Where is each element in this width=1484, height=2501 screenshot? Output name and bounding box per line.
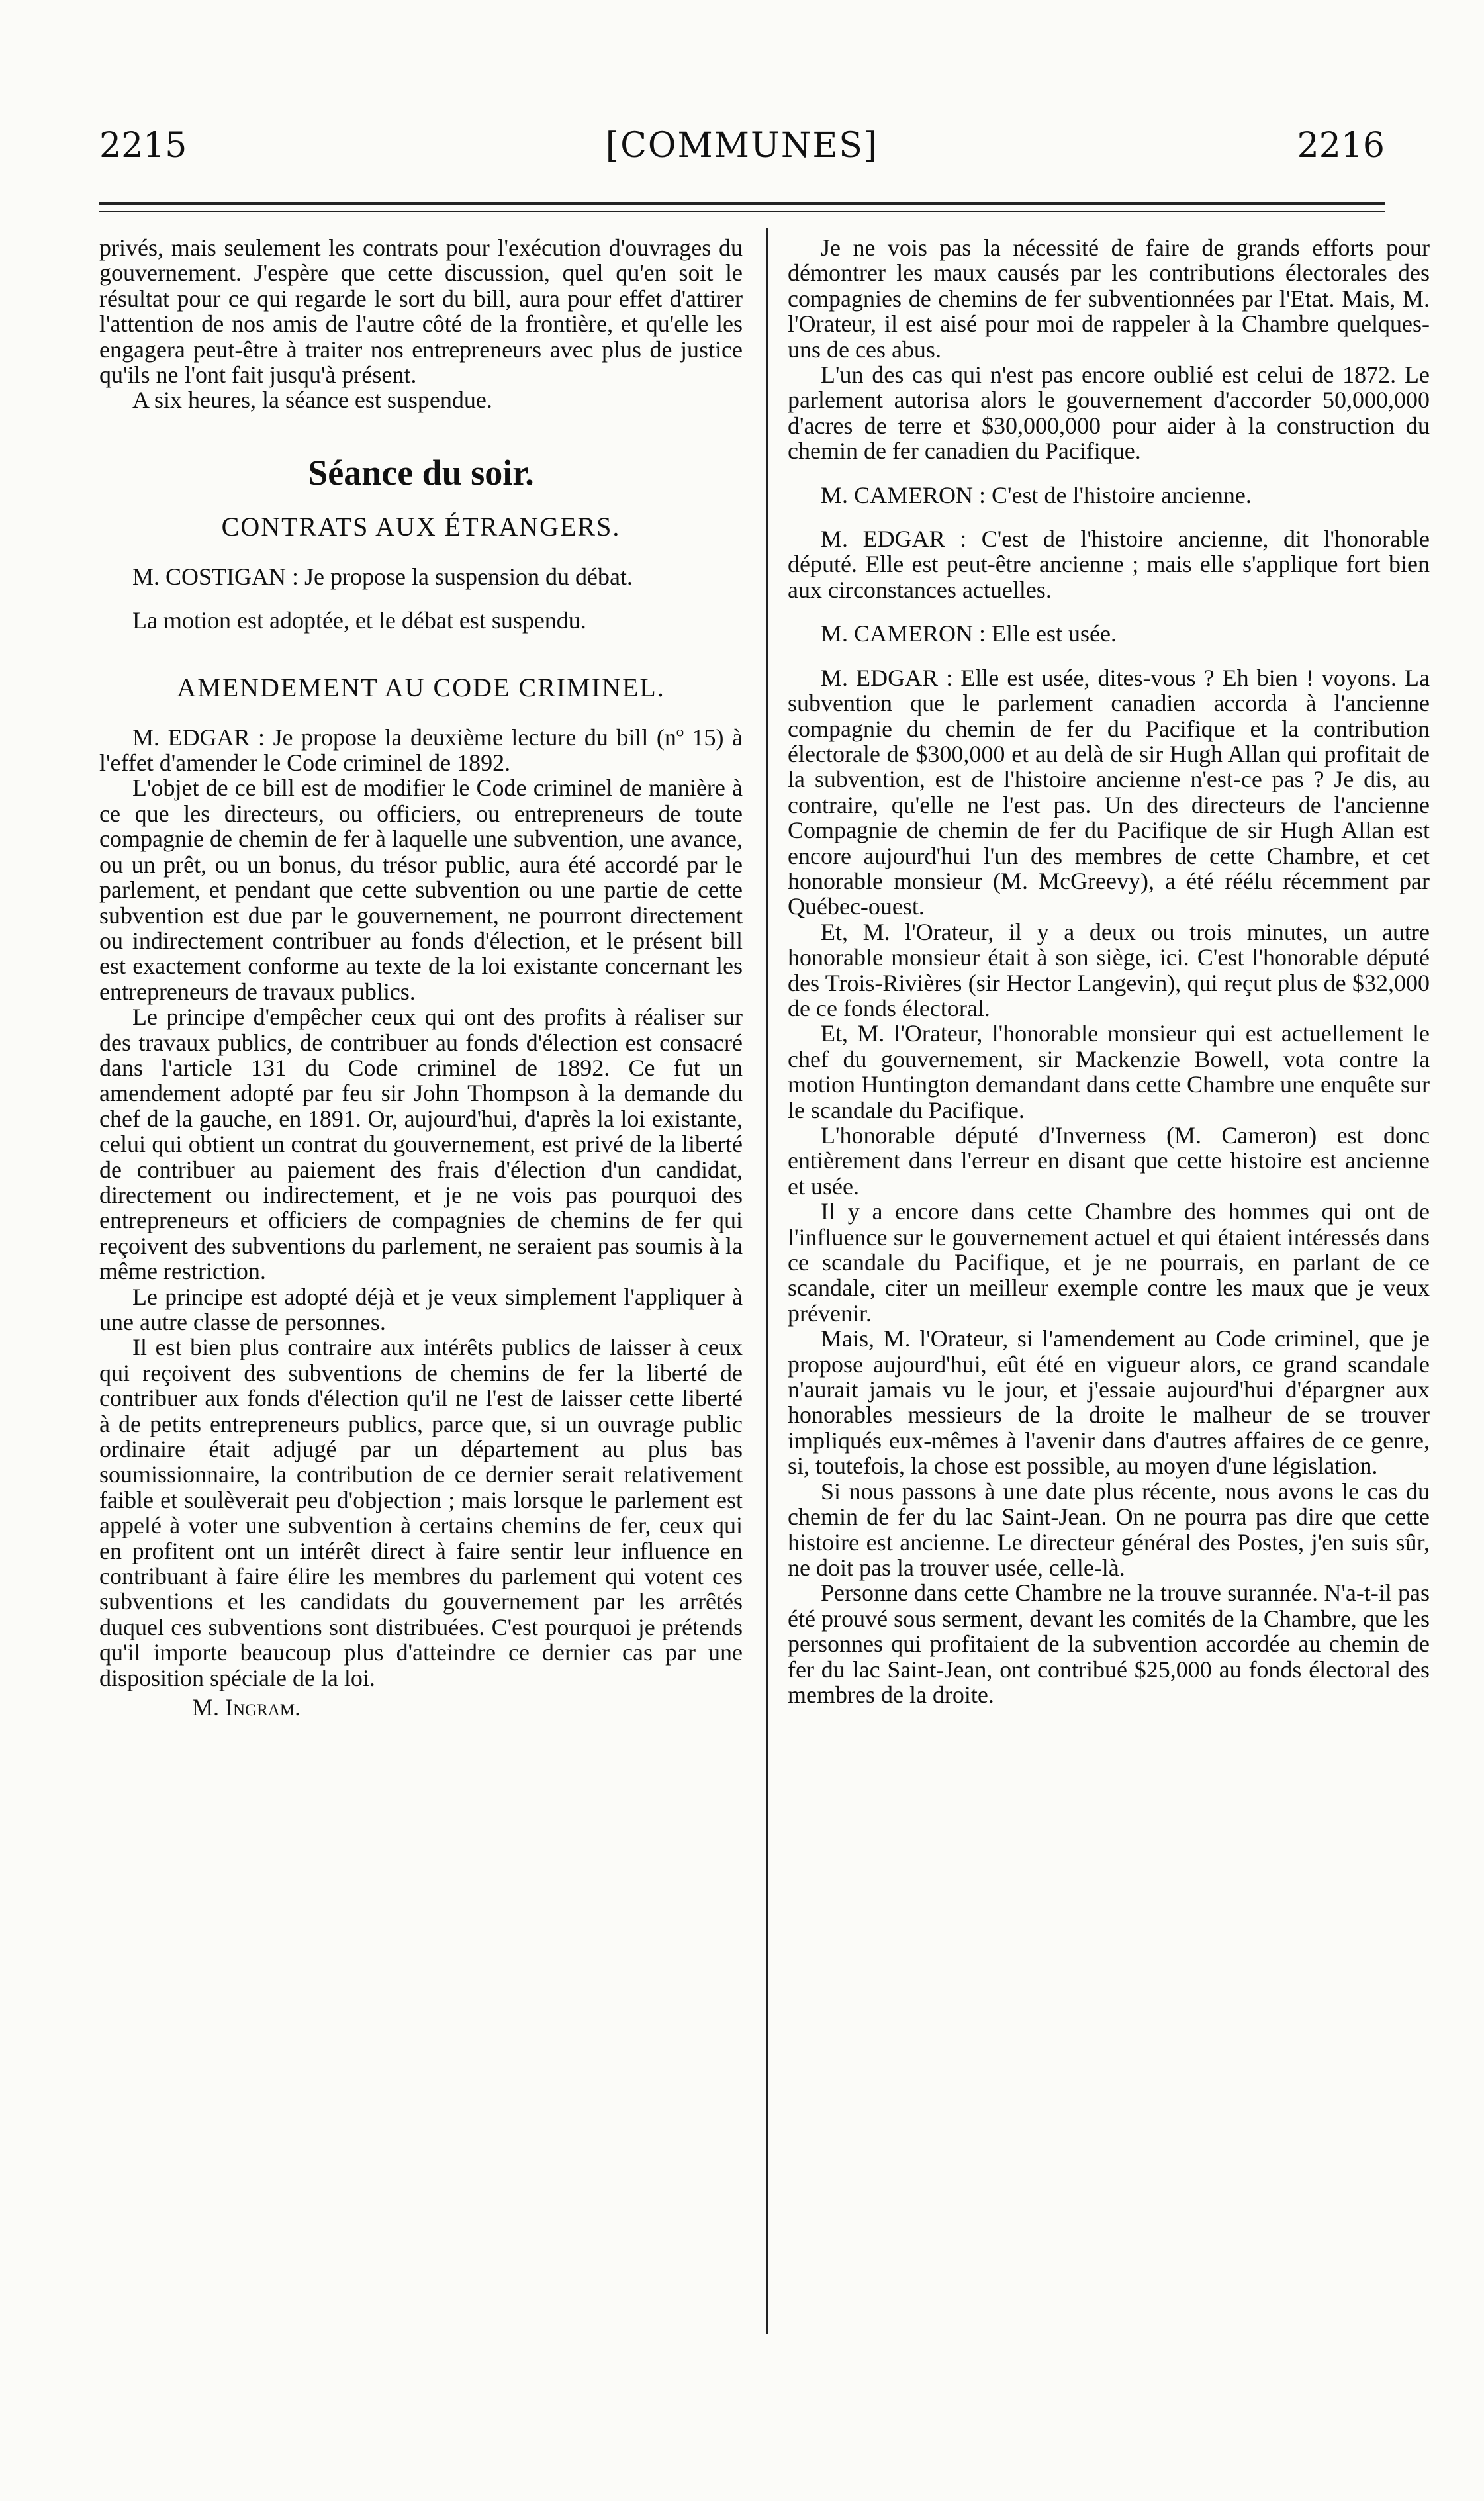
paragraph: A six heures, la séance est suspendue. bbox=[132, 387, 492, 414]
left-column bbox=[99, 235, 743, 1721]
section-heading: CONTRATS AUX ÉTRANGERS. bbox=[221, 511, 621, 542]
paragraph: M. EDGAR : Elle est usée, dites-vous ? Eh bien ! voyons. La subvention que le parlement canadien accorda à l'ancienne compagnie du chemin de fer du Pacifique et la contribution électorale de $300,000 et au delà de sir Hugh Allan qui profitait de la subvention, est de l'histoire ancienne n'est-ce pas ? Je dis, au contraire, qu'elle ne l'est pas. Un des directeurs de l'ancienne Compagnie de chemin de fer du Pacifique de sir Hugh Allan est encore aujourd'hui l'un des membres de cette Chambre, et cet honorable monsieur (M. McGreevy), a été réélu récemment par Québec-ouest. bbox=[788, 664, 1430, 920]
paragraph: M. CAMERON : Elle est usée. bbox=[821, 620, 1117, 647]
paragraph: L'honorable député d'Inverness (M. Cameron) est donc entièrement dans l'erreur en disant que cette histoire est ancienne et usée. bbox=[788, 1122, 1430, 1200]
paragraph: Personne dans cette Chambre ne la trouve surannée. N'a-t-il pas été prouvé sous serment, devant les comités de la Chambre, que les personnes qui profitaient de la subvention accordée au chemin de fer du lac Saint-Jean, ont contribué $25,000 au fonds électoral des membres de la droite. bbox=[788, 1580, 1430, 1708]
paragraph: M. EDGAR : Je propose la deuxième lecture du bill (nº 15) à l'effet d'amender le Code criminel de 1892. bbox=[99, 724, 743, 777]
paragraph: L'objet de ce bill est de modifier le Code criminel de manière à ce que les directeurs, ou officiers, ou entrepreneurs de toute compagnie de chemin de fer à laquelle une subvention, une avance, ou un prêt, ou un bonus, du trésor public, aura été accordé par le parlement, et pendant que cette subvention ou une partie de cette subvention est due par le gouvernement, ne pourront directement ou indirectement contribuer au fonds d'élection, et le présent bill est exactement conforme au texte de la loi existante concernant les entrepreneurs de travaux publics. bbox=[99, 775, 743, 1005]
paragraph: M. EDGAR : C'est de l'histoire ancienne, dit l'honorable député. Elle est peut-être ancienne ; mais elle s'applique fort bien aux circonstances actuelles. bbox=[788, 526, 1430, 603]
paragraph: Je ne vois pas la nécessité de faire de grands efforts pour démontrer les maux causés par les contributions électorales des compagnies de chemins de fer subventionnées par l'Etat. Mais, M. l'Orateur, il est aisé pour moi de rappeler à la Chambre quelques-uns de ces abus. bbox=[788, 234, 1430, 363]
paragraph: Le principe d'empêcher ceux qui ont des profits à réaliser sur des travaux publics, de contribuer au fonds d'élection est consacré dans l'article 131 du Code criminel de 1892. Ce fut un amendement adopté par feu sir John Thompson à la demande du chef de la gauche, en 1891. Or, aujourd'hui, d'après la loi existante, celui qui obtient un contrat du gouvernement, est privé de la liberté de contribuer au paiement des frais d'élection d'un candidat, directement ou indirectement, et je ne vois pas pourquoi des entrepreneurs et officiers de compagnies de chemins de fer qui reçoivent des subventions du parlement, ne seraient pas soumis à la même restriction. bbox=[99, 1004, 743, 1285]
header-rule-thick bbox=[99, 202, 1385, 205]
paragraph: Mais, M. l'Orateur, si l'amendement au Code criminel, que je propose aujourd'hui, eût été en vigueur alors, ce grand scandale n'aurait jamais vu le jour, et j'essaie aujourd'hui d'épargner aux honorables messieurs de la droite le malheur de se trouver impliqués eux-mêmes à l'avenir dans d'autres affaires de ce genre, si, toutefois, la chose est possible, au moyen d'une législation. bbox=[788, 1325, 1430, 1480]
paragraph: M. COSTIGAN : Je propose la suspension du débat. bbox=[132, 563, 633, 590]
page-number-left: 2215 bbox=[99, 126, 187, 165]
page-number-right: 2216 bbox=[1297, 126, 1385, 165]
paragraph: Le principe est adopté déjà et je veux simplement l'appliquer à une autre classe de personnes. bbox=[99, 1283, 743, 1335]
paragraph: Et, M. l'Orateur, l'honorable monsieur qui est actuellement le chef du gouvernement, sir Mackenzie Bowell, vota contre la motion Huntington demandant dans cette Chambre une enquête sur le scandale du Pacifique. bbox=[788, 1020, 1430, 1123]
paragraph: Si nous passons à une date plus récente, nous avons le cas du chemin de fer du lac Saint-Jean. On ne pourra pas dire que cette histoire est ancienne. Le directeur général des Postes, j'en suis sûr, ne doit pas la trouver usée, celle-là. bbox=[788, 1478, 1430, 1581]
paragraph: L'un des cas qui n'est pas encore oublié est celui de 1872. Le parlement autorisa alors le gouvernement d'accorder 50,000,000 d'acres de terre et $30,000,000 pour aider à la construction du chemin de fer canadien du Pacifique. bbox=[788, 361, 1430, 465]
paragraph: Il est bien plus contraire aux intérêts publics de laisser à ceux qui reçoivent des subventions de chemins de fer la liberté de contribuer aux fonds d'élection qu'il ne l'est de laisser cette liberté à de petits entrepreneurs publics, parce que, si un ouvrage public ordinaire était adjugé par un département au plus bas soumissionnaire, la contribution de ce dernier serait relativement faible et soulèverait peu d'objection ; mais lorsque le parlement est appelé à voter une subvention à certains chemins de fer, ceux qui en profitent ont un intérêt direct à faire sentir leur influence en contribuant à faire élire les membres du parlement qui votent ces subventions et les candidats du gouvernement par les arrêtés duquel ces subventions sont distribuées. C'est pourquoi je prétends qu'il importe beaucoup plus d'atteindre ce dernier cas par une disposition spéciale de la loi. bbox=[99, 1334, 743, 1691]
column-divider bbox=[766, 228, 768, 2334]
paragraph: M. CAMERON : C'est de l'histoire ancienne. bbox=[821, 481, 1252, 508]
section-heading: AMENDEMENT AU CODE CRIMINEL. bbox=[177, 672, 665, 702]
header-rule-thin bbox=[99, 211, 1385, 212]
paragraph: La motion est adoptée, et le débat est suspendu. bbox=[132, 607, 586, 634]
paragraph: privés, mais seulement les contrats pour l'exécution d'ouvrages du gouvernement. J'espère que cette discussion, quel qu'en soit le résultat pour ce qui regarde le sort du bill, aura pour effet d'attirer l'attention de nos amis de l'autre côté de la frontière, et qu'elle les engagera peut-être à traiter nos entrepreneurs avec plus de justice qu'ils ne l'ont fait jusqu'à présent. bbox=[99, 234, 743, 389]
section-title: Séance du soir. bbox=[308, 452, 534, 493]
paragraph: Et, M. l'Orateur, il y a deux ou trois minutes, un autre honorable monsieur était à son siège, ici. C'est l'honorable député des Trois-Rivières (sir Hector Langevin), qui reçut plus de $32,000 de ce fonds électoral. bbox=[788, 918, 1430, 1021]
page-header bbox=[99, 126, 1385, 172]
paragraph: Il y a encore dans cette Chambre des hommes qui ont de l'influence sur le gouvernement actuel et qui étaient intéressés dans ce scandale du Pacifique, et je ne pourrais, en parlant de ce scandale, citer un meilleur exemple contre les maux que je veux prévenir. bbox=[788, 1198, 1430, 1327]
speaker-name: M. Ingram. bbox=[192, 1694, 301, 1721]
right-column bbox=[788, 235, 1430, 1707]
running-title: [COMMUNES] bbox=[605, 126, 879, 165]
